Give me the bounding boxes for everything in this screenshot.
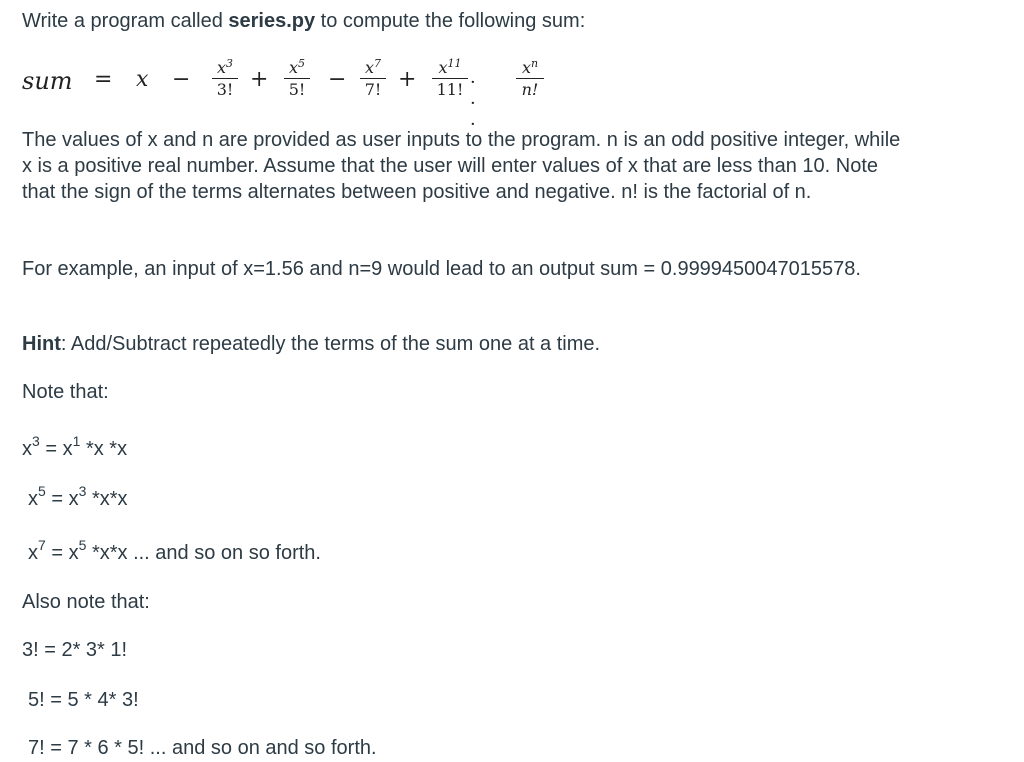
power-exponent: 3	[78, 483, 87, 499]
formula-plus: +	[398, 67, 417, 92]
term-exponent: 3	[226, 57, 234, 70]
formula-term	[284, 58, 310, 99]
power-tail: *x*x ... and so on so forth.	[86, 542, 321, 564]
example-paragraph: For example, an input of x=1.56 and n=9 would lead to an output sum = 0.9999450047015578.	[22, 258, 861, 280]
power-base: x	[28, 488, 38, 510]
formula-term	[212, 58, 238, 99]
term-base: x	[216, 58, 227, 77]
power-exponent: 5	[78, 537, 87, 553]
formula-term	[432, 58, 468, 99]
term-base: x	[438, 58, 448, 77]
formula-sum-label: sum	[22, 67, 73, 95]
term-denominator: 7!	[364, 80, 382, 99]
power-mid: = x	[45, 488, 79, 510]
formula-minus: −	[328, 67, 347, 92]
term-denominator: 5!	[288, 80, 306, 99]
formula-ellipsis: · · ·	[470, 72, 476, 135]
power-base: x	[28, 542, 38, 564]
power-line	[28, 483, 128, 512]
term-exponent: 11	[447, 57, 462, 70]
power-line	[28, 537, 321, 566]
formula-x: x	[136, 67, 149, 92]
factorial-line: 5! = 5 * 4* 3!	[28, 689, 139, 711]
term-base: x	[364, 58, 375, 77]
note-heading: Note that:	[22, 381, 109, 403]
also-heading: Also note that:	[22, 591, 150, 613]
term-exponent: 5	[298, 57, 306, 70]
intro-pre: Write a program called	[22, 10, 229, 32]
power-tail: *x*x	[86, 488, 128, 510]
hint-text: : Add/Subtract repeatedly the terms of the sum one at a time.	[60, 333, 601, 355]
formula-minus: −	[172, 67, 191, 92]
formula-equals: =	[94, 67, 113, 92]
power-exponent: 1	[72, 433, 81, 449]
term-denominator: 11!	[436, 80, 464, 99]
intro-post: to compute the following sum:	[315, 10, 586, 32]
term-base: x	[288, 58, 299, 77]
term-denominator: 3!	[216, 80, 234, 99]
term-base: x	[521, 58, 531, 77]
intro-text	[22, 8, 585, 34]
power-mid: = x	[45, 542, 79, 564]
formula-plus: +	[250, 67, 269, 92]
factorial-line: 3! = 2* 3* 1!	[22, 639, 128, 661]
term-denominator: n!	[521, 80, 539, 99]
power-base: x	[22, 438, 32, 460]
hint-paragraph	[22, 331, 600, 357]
factorial-line: 7! = 7 * 6 * 5! ... and so on and so forth.	[28, 737, 377, 759]
description-paragraph: The values of x and n are provided as user inputs to the program. n is an odd positive integer, while x is a positive real number. Assume that the user will enter values of x that are less than 10. Note that the sign of the terms alternates between positive and negative. n! is the factorial of n.	[22, 129, 901, 203]
formula-term	[516, 58, 544, 99]
power-exponent: 5	[38, 483, 46, 499]
formula-term	[360, 58, 386, 99]
power-mid: = x	[39, 438, 73, 460]
power-exponent: 3	[32, 433, 40, 449]
filename: series.py	[228, 10, 316, 32]
power-exponent: 7	[38, 537, 46, 553]
term-exponent: 7	[374, 57, 382, 70]
power-tail: *x *x	[80, 438, 128, 460]
term-exponent: n	[530, 57, 539, 70]
hint-label: Hint	[22, 333, 61, 355]
power-line	[22, 433, 128, 462]
